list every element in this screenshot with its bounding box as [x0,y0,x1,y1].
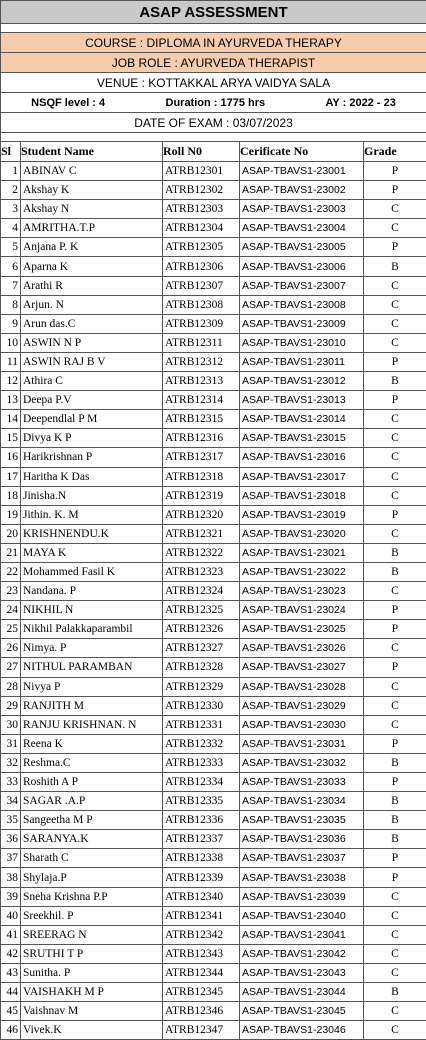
grade-cell: P [364,505,426,524]
duration: Duration : 1775 hrs [166,97,266,109]
roll-number-cell: ATRB12317 [163,448,240,467]
certificate-number-cell: ASAP-TBAVS1-23024 [240,601,364,620]
roll-number-cell: ATRB12340 [163,887,240,906]
roll-number-cell: ATRB12346 [163,1002,240,1021]
sl-cell: 33 [1,773,21,792]
roll-number-cell: ATRB12318 [163,467,240,486]
student-name-cell: MAYA K [21,543,163,562]
table-row [1,887,426,906]
grade-cell: C [364,906,426,925]
grade-cell: P [364,352,426,371]
table-row [1,830,426,849]
table-row [1,372,426,391]
certificate-number-cell: ASAP-TBAVS1-23035 [240,811,364,830]
certificate-number-cell: ASAP-TBAVS1-23020 [240,524,364,543]
student-name-cell: Jinisha.N [21,486,163,505]
certificate-number-cell: ASAP-TBAVS1-23016 [240,448,364,467]
roll-number-cell: ATRB12319 [163,486,240,505]
certificate-number-cell: ASAP-TBAVS1-23008 [240,295,364,314]
student-name-cell: SAGAR .A.P [21,792,163,811]
sl-cell: 44 [1,983,21,1002]
roll-number-cell: ATRB12328 [163,658,240,677]
certificate-number-cell: ASAP-TBAVS1-23023 [240,582,364,601]
student-name-cell: AMRITHA.T.P [21,219,163,238]
roll-number-cell: ATRB12309 [163,314,240,333]
certificate-number-cell: ASAP-TBAVS1-23034 [240,792,364,811]
roll-number-cell: ATRB12322 [163,543,240,562]
certificate-number-cell: ASAP-TBAVS1-23021 [240,543,364,562]
roll-number-cell: ATRB12326 [163,620,240,639]
grade-cell: B [364,792,426,811]
table-row [1,391,426,410]
sl-cell: 46 [1,1021,21,1040]
table-row [1,849,426,868]
column-header-name: Student Name [21,142,163,162]
student-name-cell: Sreekhil. P [21,906,163,925]
sl-cell: 20 [1,524,21,543]
sl-cell: 28 [1,677,21,696]
grade-cell: C [364,486,426,505]
table-row [1,811,426,830]
student-name-cell: Vivek.K [21,1021,163,1040]
certificate-number-cell: ASAP-TBAVS1-23025 [240,620,364,639]
certificate-number-cell: ASAP-TBAVS1-23039 [240,887,364,906]
student-name-cell: Nandana. P [21,582,163,601]
sl-cell: 31 [1,734,21,753]
certificate-number-cell: ASAP-TBAVS1-23027 [240,658,364,677]
student-name-cell: Mohammed Fasil K [21,562,163,581]
student-name-cell: RANJITH M [21,696,163,715]
grade-cell: C [364,410,426,429]
certificate-number-cell: ASAP-TBAVS1-23005 [240,238,364,257]
student-name-cell: Nimya. P [21,639,163,658]
roll-number-cell: ATRB12307 [163,276,240,295]
sl-cell: 17 [1,467,21,486]
grade-cell: C [364,696,426,715]
grade-cell: C [364,677,426,696]
table-row [1,715,426,734]
sl-cell: 35 [1,811,21,830]
roll-number-cell: ATRB12343 [163,944,240,963]
student-name-cell: Reshma.C [21,753,163,772]
student-name-cell: ASWIN RAJ B V [21,352,163,371]
roll-number-cell: ATRB12342 [163,925,240,944]
roll-number-cell: ATRB12315 [163,410,240,429]
grade-cell: B [364,811,426,830]
grade-cell: P [364,658,426,677]
column-header-roll: Roll N0 [163,142,240,162]
table-row [1,906,426,925]
roll-number-cell: ATRB12347 [163,1021,240,1040]
grade-cell: C [364,429,426,448]
certificate-number-cell: ASAP-TBAVS1-23017 [240,467,364,486]
student-name-cell: ABINAV C [21,162,163,181]
certificate-number-cell: ASAP-TBAVS1-23014 [240,410,364,429]
sl-cell: 23 [1,582,21,601]
certificate-number-cell: ASAP-TBAVS1-23042 [240,944,364,963]
exam-date: DATE OF EXAM : 03/07/2023 [1,113,426,133]
roll-number-cell: ATRB12311 [163,333,240,352]
certificate-number-cell: ASAP-TBAVS1-23011 [240,352,364,371]
roll-number-cell: ATRB12308 [163,295,240,314]
sl-cell: 36 [1,830,21,849]
grade-cell: C [364,639,426,658]
grade-cell: P [364,868,426,887]
roll-number-cell: ATRB12339 [163,868,240,887]
roll-number-cell: ATRB12325 [163,601,240,620]
roll-number-cell: ATRB12329 [163,677,240,696]
roll-number-cell: ATRB12301 [163,162,240,181]
sl-cell: 14 [1,410,21,429]
sl-cell: 22 [1,562,21,581]
certificate-number-cell: ASAP-TBAVS1-23022 [240,562,364,581]
student-name-cell: Jithin. K. M [21,505,163,524]
sl-cell: 43 [1,963,21,982]
grade-cell: C [364,448,426,467]
table-row [1,238,426,257]
sl-cell: 26 [1,639,21,658]
roll-number-cell: ATRB12302 [163,181,240,200]
table-row [1,467,426,486]
sl-cell: 45 [1,1002,21,1021]
table-row [1,1002,426,1021]
student-name-cell: Shylaja.P [21,868,163,887]
table-row [1,505,426,524]
grade-cell: P [364,181,426,200]
grade-cell: P [364,620,426,639]
student-name-cell: Sangeetha M P [21,811,163,830]
grade-cell: C [364,314,426,333]
roll-number-cell: ATRB12341 [163,906,240,925]
certificate-number-cell: ASAP-TBAVS1-23015 [240,429,364,448]
sl-cell: 37 [1,849,21,868]
sl-cell: 13 [1,391,21,410]
table-row [1,792,426,811]
table-row [1,543,426,562]
certificate-number-cell: ASAP-TBAVS1-23032 [240,753,364,772]
grade-cell: B [364,543,426,562]
table-row [1,753,426,772]
table-row [1,486,426,505]
sheet-title: ASAP ASSESSMENT [1,1,426,24]
column-header-certificate: Cerificate No [240,142,364,162]
job-role-line: JOB ROLE : AYURVEDA THERAPIST [1,53,426,73]
sl-cell: 30 [1,715,21,734]
roll-number-cell: ATRB12330 [163,696,240,715]
table-row [1,734,426,753]
table-row [1,963,426,982]
sl-cell: 32 [1,753,21,772]
sl-cell: 34 [1,792,21,811]
certificate-number-cell: ASAP-TBAVS1-23006 [240,257,364,276]
grade-cell: C [364,1021,426,1040]
sl-cell: 12 [1,372,21,391]
student-name-cell: Arathi R [21,276,163,295]
sl-cell: 4 [1,219,21,238]
grade-cell: B [364,753,426,772]
student-name-cell: Sharath C [21,849,163,868]
sl-cell: 38 [1,868,21,887]
grade-cell: C [364,333,426,352]
table-row [1,257,426,276]
certificate-number-cell: ASAP-TBAVS1-23007 [240,276,364,295]
sl-cell: 3 [1,200,21,219]
table-row [1,639,426,658]
certificate-number-cell: ASAP-TBAVS1-23013 [240,391,364,410]
student-name-cell: NITHUL PARAMBAN [21,658,163,677]
student-name-cell: Arjun. N [21,295,163,314]
table-row [1,944,426,963]
student-name-cell: Akshay K [21,181,163,200]
grade-cell: C [364,963,426,982]
table-row [1,524,426,543]
grade-cell: C [364,944,426,963]
sl-cell: 19 [1,505,21,524]
roll-number-cell: ATRB12323 [163,562,240,581]
table-row [1,200,426,219]
table-row [1,677,426,696]
table-row [1,983,426,1002]
roll-number-cell: ATRB12303 [163,200,240,219]
certificate-number-cell: ASAP-TBAVS1-23002 [240,181,364,200]
table-row [1,181,426,200]
grade-cell: B [364,983,426,1002]
sl-cell: 21 [1,543,21,562]
grade-cell: P [364,238,426,257]
sl-cell: 42 [1,944,21,963]
certificate-number-cell: ASAP-TBAVS1-23029 [240,696,364,715]
roll-number-cell: ATRB12305 [163,238,240,257]
grade-cell: C [364,524,426,543]
sl-cell: 10 [1,333,21,352]
grade-cell: C [364,200,426,219]
grade-cell: C [364,1002,426,1021]
sl-cell: 2 [1,181,21,200]
sl-cell: 41 [1,925,21,944]
sl-cell: 5 [1,238,21,257]
student-name-cell: Vaishnav M [21,1002,163,1021]
sl-cell: 18 [1,486,21,505]
certificate-number-cell: ASAP-TBAVS1-23033 [240,773,364,792]
table-row [1,562,426,581]
certificate-number-cell: ASAP-TBAVS1-23037 [240,849,364,868]
sl-cell: 7 [1,276,21,295]
nsqf-level: NSQF level : 4 [31,97,105,109]
roll-number-cell: ATRB12313 [163,372,240,391]
student-name-cell: Haritha K Das [21,467,163,486]
table-row [1,429,426,448]
student-name-cell: Akshay N [21,200,163,219]
grade-cell: C [364,582,426,601]
sl-cell: 29 [1,696,21,715]
certificate-number-cell: ASAP-TBAVS1-23028 [240,677,364,696]
table-row [1,448,426,467]
spacer-row [1,133,426,142]
roll-number-cell: ATRB12316 [163,429,240,448]
table-row [1,314,426,333]
certificate-number-cell: ASAP-TBAVS1-23038 [240,868,364,887]
student-name-cell: Harikrishnan P [21,448,163,467]
certificate-number-cell: ASAP-TBAVS1-23019 [240,505,364,524]
student-name-cell: Aparna K [21,257,163,276]
table-row [1,276,426,295]
grade-cell: B [364,257,426,276]
grade-cell: P [364,773,426,792]
student-name-cell: Arun das.C [21,314,163,333]
roll-number-cell: ATRB12345 [163,983,240,1002]
table-row [1,295,426,314]
table-row [1,773,426,792]
table-row [1,620,426,639]
certificate-number-cell: ASAP-TBAVS1-23040 [240,906,364,925]
roll-number-cell: ATRB12306 [163,257,240,276]
academic-year: AY : 2022 - 23 [325,97,395,109]
roll-number-cell: ATRB12331 [163,715,240,734]
sl-cell: 1 [1,162,21,181]
sl-cell: 25 [1,620,21,639]
table-row [1,410,426,429]
roll-number-cell: ATRB12314 [163,391,240,410]
table-row [1,868,426,887]
student-name-cell: Divya K P [21,429,163,448]
certificate-number-cell: ASAP-TBAVS1-23041 [240,925,364,944]
meta-row [1,93,426,113]
grade-cell: P [364,162,426,181]
student-name-cell: Nikhil Palakkaparambil [21,620,163,639]
student-name-cell: SARANYA.K [21,830,163,849]
student-name-cell: RANJU KRISHNAN. N [21,715,163,734]
table-row [1,925,426,944]
roll-number-cell: ATRB12312 [163,352,240,371]
roll-number-cell: ATRB12324 [163,582,240,601]
certificate-number-cell: ASAP-TBAVS1-23010 [240,333,364,352]
student-name-cell: SREERAG N [21,925,163,944]
certificate-number-cell: ASAP-TBAVS1-23004 [240,219,364,238]
roll-number-cell: ATRB12327 [163,639,240,658]
table-row [1,352,426,371]
student-name-cell: Anjana P. K [21,238,163,257]
sl-cell: 8 [1,295,21,314]
student-name-cell: ASWIN N P [21,333,163,352]
grade-cell: B [364,562,426,581]
certificate-number-cell: ASAP-TBAVS1-23046 [240,1021,364,1040]
grade-cell: C [364,887,426,906]
spacer-row [1,24,426,33]
grade-cell: B [364,372,426,391]
column-header-sl: Sl [1,142,21,162]
student-name-cell: Sneha Krishna P.P [21,887,163,906]
roll-number-cell: ATRB12321 [163,524,240,543]
student-name-cell: Sunitha. P [21,963,163,982]
roll-number-cell: ATRB12332 [163,734,240,753]
roll-number-cell: ATRB12336 [163,811,240,830]
certificate-number-cell: ASAP-TBAVS1-23044 [240,983,364,1002]
sl-cell: 11 [1,352,21,371]
roll-number-cell: ATRB12344 [163,963,240,982]
student-name-cell: Reena K [21,734,163,753]
certificate-number-cell: ASAP-TBAVS1-23043 [240,963,364,982]
student-name-cell: Nivya P [21,677,163,696]
venue-line: VENUE : KOTTAKKAL ARYA VAIDYA SALA [1,73,426,93]
student-name-cell: Deepa P.V [21,391,163,410]
roll-number-cell: ATRB12333 [163,753,240,772]
certificate-number-cell: ASAP-TBAVS1-23018 [240,486,364,505]
roll-number-cell: ATRB12320 [163,505,240,524]
grade-cell: P [364,849,426,868]
sl-cell: 16 [1,448,21,467]
sl-cell: 24 [1,601,21,620]
student-name-cell: VAISHAKH M P [21,983,163,1002]
student-name-cell: Athira C [21,372,163,391]
sl-cell: 27 [1,658,21,677]
certificate-number-cell: ASAP-TBAVS1-23031 [240,734,364,753]
column-header-grade: Grade [364,142,426,162]
roll-number-cell: ATRB12337 [163,830,240,849]
certificate-number-cell: ASAP-TBAVS1-23012 [240,372,364,391]
student-name-cell: SRUTHI T P [21,944,163,963]
table-row [1,696,426,715]
certificate-number-cell: ASAP-TBAVS1-23001 [240,162,364,181]
table-header-row [1,142,426,162]
table-row [1,162,426,181]
roll-number-cell: ATRB12334 [163,773,240,792]
sl-cell: 9 [1,314,21,333]
student-name-cell: Deependlal P M [21,410,163,429]
course-line: COURSE : DIPLOMA IN AYURVEDA THERAPY [1,33,426,53]
table-row [1,582,426,601]
sl-cell: 15 [1,429,21,448]
grade-cell: C [364,715,426,734]
roll-number-cell: ATRB12338 [163,849,240,868]
table-row [1,219,426,238]
sl-cell: 6 [1,257,21,276]
grade-cell: C [364,925,426,944]
grade-cell: C [364,276,426,295]
sl-cell: 39 [1,887,21,906]
roll-number-cell: ATRB12335 [163,792,240,811]
roll-number-cell: ATRB12304 [163,219,240,238]
table-row [1,601,426,620]
certificate-number-cell: ASAP-TBAVS1-23045 [240,1002,364,1021]
certificate-number-cell: ASAP-TBAVS1-23036 [240,830,364,849]
certificate-number-cell: ASAP-TBAVS1-23003 [240,200,364,219]
grade-cell: P [364,734,426,753]
certificate-number-cell: ASAP-TBAVS1-23030 [240,715,364,734]
grade-cell: C [364,467,426,486]
grade-cell: C [364,219,426,238]
table-row [1,658,426,677]
sl-cell: 40 [1,906,21,925]
table-row [1,333,426,352]
student-name-cell: Roshith A P [21,773,163,792]
certificate-number-cell: ASAP-TBAVS1-23009 [240,314,364,333]
student-name-cell: NIKHIL N [21,601,163,620]
grade-cell: P [364,391,426,410]
grade-cell: C [364,295,426,314]
certificate-number-cell: ASAP-TBAVS1-23026 [240,639,364,658]
grade-cell: B [364,830,426,849]
grade-cell: P [364,601,426,620]
student-name-cell: KRISHNENDU.K [21,524,163,543]
